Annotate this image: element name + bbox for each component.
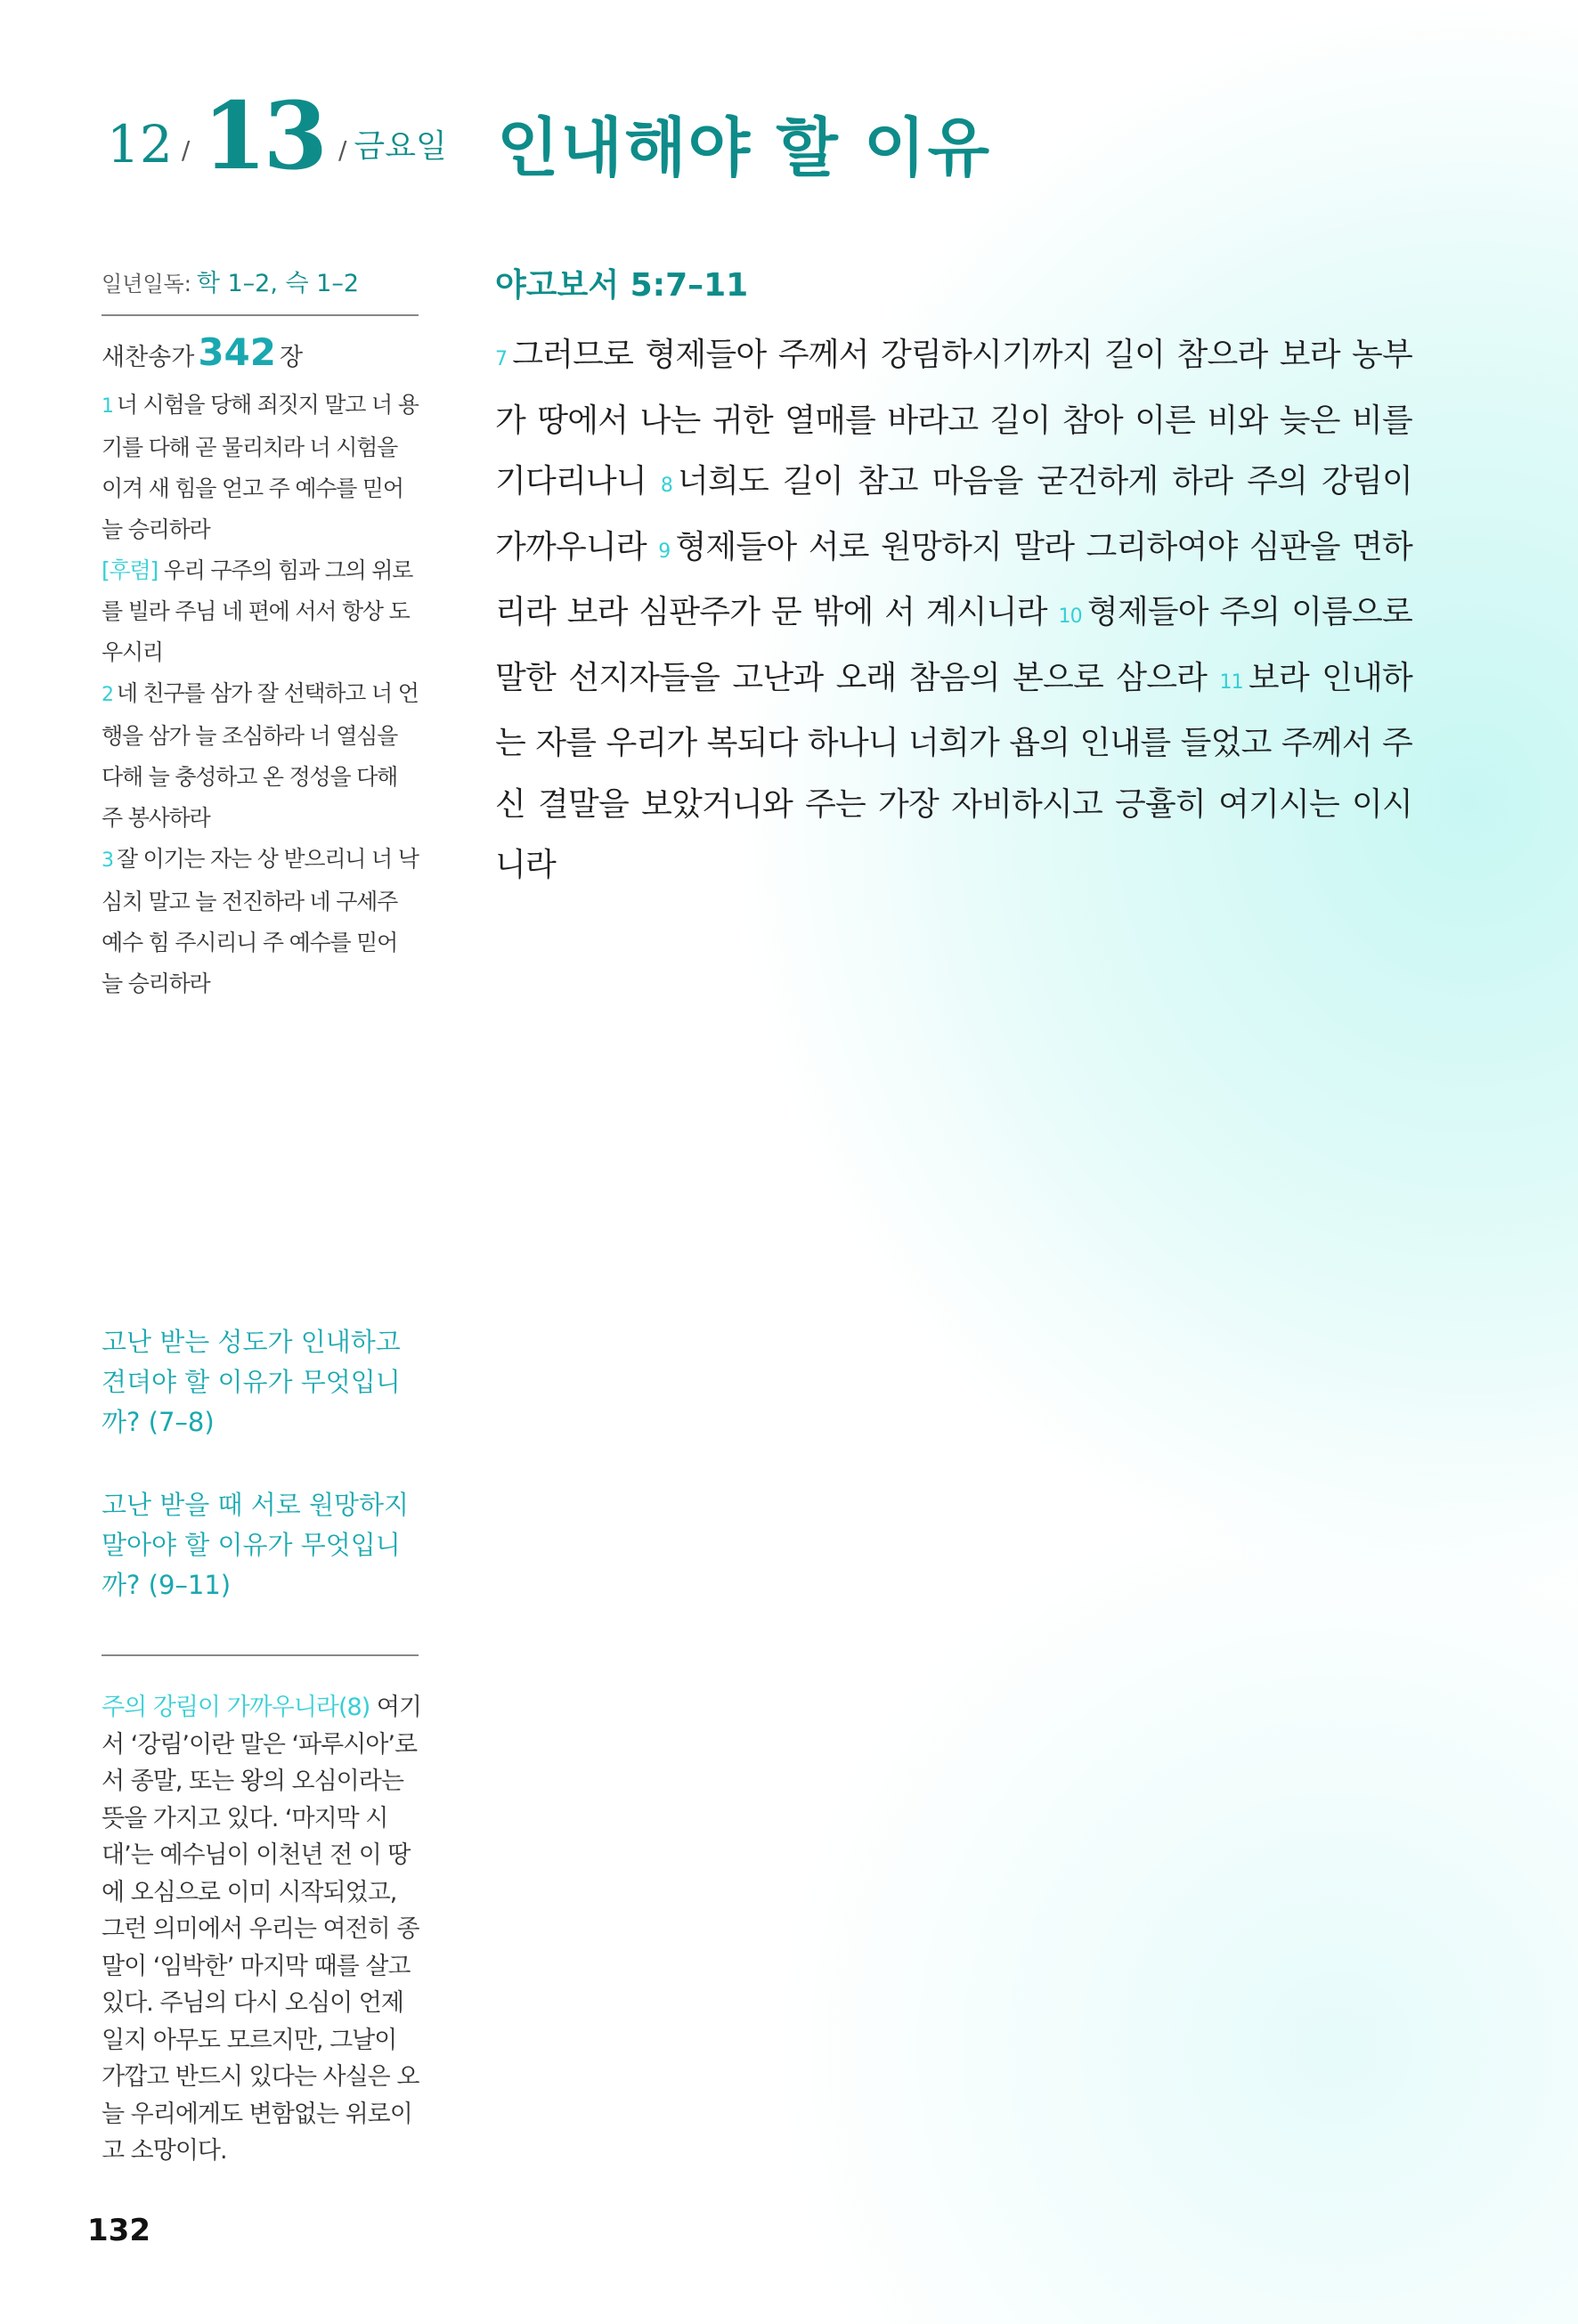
verse-text: 네 친구를 삼가 잘 선택하고 너 언행을 삼가 늘 조심하라 너 열심을 다해 늘 충성하고 온 정성을 다해 주 봉사하라 — [102, 680, 419, 831]
hymn-number: 342 — [198, 330, 276, 374]
date-day: 13 — [202, 81, 324, 191]
page-number: 132 — [87, 2213, 150, 2248]
verse-number: 9 — [658, 540, 671, 563]
verse-text: 형제들아 주의 이름으로 말한 선지자들을 고난과 오래 참음의 본으로 삼으라 — [495, 594, 1412, 696]
yearly-reading-label: 일년일독: — [102, 272, 191, 297]
lyrics-chorus — [102, 550, 419, 673]
verse-text: 그러므로 형제들아 주께서 강림하시기까지 길이 참으라 보라 농부가 땅에서 나는 귀한 열매를 바라고 길이 참아 이른 비와 늦은 비를 기다리나니 — [495, 337, 1412, 500]
divider — [102, 1654, 419, 1656]
hymn-lyrics — [102, 385, 419, 1004]
hymn-label-suffix: 장 — [280, 344, 304, 371]
hymn-info — [102, 330, 419, 374]
verse-number: 8 — [660, 475, 673, 497]
date-weekday: 금요일 — [354, 128, 447, 165]
scripture-text — [495, 325, 1412, 897]
verse-text: 너 시험을 당해 죄짓지 말고 너 용기를 다해 곧 물리치라 너 시험을 이겨 새 힘을 얻고 주 예수를 믿어 늘 승리하라 — [102, 392, 419, 542]
verse-number: 3 — [102, 849, 113, 872]
note-heading: 주의 강림이 가까우니라(8) — [102, 1694, 370, 1721]
verse-text: 너희도 길이 참고 마음을 굳건하게 하라 주의 강림이 가까우니라 — [495, 463, 1412, 565]
date-slash: / — [338, 135, 347, 165]
verse-text: 형제들아 서로 원망하지 말라 그리하여야 심판을 면하리라 보라 심판주가 문 밖에 서 계시니라 — [495, 528, 1412, 630]
sidebar — [102, 264, 419, 1004]
note-body: 여기서 ‘강림’이란 말은 ‘파루시아’로서 종말, 또는 왕의 오심이라는 뜻을 가지고 있다. ‘마지막 시대’는 예수님이 이천년 전 이 땅에 오심으로 이미 시작되었고, 그런 의미에서 우리는 여전히 종말이 ‘임박한’ 마지막 때를 살고 있다. 주님의 다시 오심이 언제일지 아무도 모르지만, 그날이 가깝고 반드시 있다는 사실은 오늘 우리에게도 변함없는 위로이고 소망이다. — [102, 1694, 421, 2165]
verse-number: 2 — [102, 684, 113, 706]
yearly-reading-value: 학 1–2, 슥 1–2 — [196, 270, 360, 297]
verse-number: 1 — [102, 395, 113, 418]
page-title: 인내해야 할 이유 — [497, 110, 991, 185]
verse-text: 잘 이기는 자는 상 받으리니 너 낙심치 말고 늘 전진하라 네 구세주 예수 힘 주시리니 주 예수를 믿어 늘 승리하라 — [102, 846, 419, 996]
lyrics-verse — [102, 673, 419, 839]
date-month: 12 — [107, 114, 173, 175]
lyrics-verse — [102, 839, 419, 1004]
date-slash: / — [181, 135, 191, 165]
commentary-note — [102, 1689, 422, 2170]
scripture-reference: 야고보서 5:7–11 — [495, 267, 749, 304]
date-block — [107, 81, 447, 191]
chorus-label: [후렴] — [102, 557, 159, 583]
lyrics-verse — [102, 385, 419, 550]
hymn-label: 새찬송가 — [102, 344, 195, 371]
chorus-text: 우리 구주의 힘과 그의 위로를 빌라 주님 네 편에 서서 항상 도우시리 — [102, 557, 413, 665]
yearly-reading — [102, 264, 419, 316]
question-item: 고난 받는 성도가 인내하고 견뎌야 할 이유가 무엇입니까? (7–8) — [102, 1327, 401, 1437]
verse-text: 보라 인내하는 자를 우리가 복되다 하나니 너희가 욥의 인내를 들었고 주께서 주신 결말을 보았거니와 주는 가장 자비하시고 긍휼히 여기시는 이시니라 — [495, 659, 1412, 883]
verse-number: 7 — [495, 348, 508, 370]
question-item: 고난 받을 때 서로 원망하지 말아야 할 이유가 무엇입니까? (9–11) — [102, 1490, 410, 1600]
study-questions — [102, 1322, 419, 1648]
verse-number: 10 — [1058, 605, 1082, 628]
verse-number: 11 — [1219, 670, 1243, 694]
